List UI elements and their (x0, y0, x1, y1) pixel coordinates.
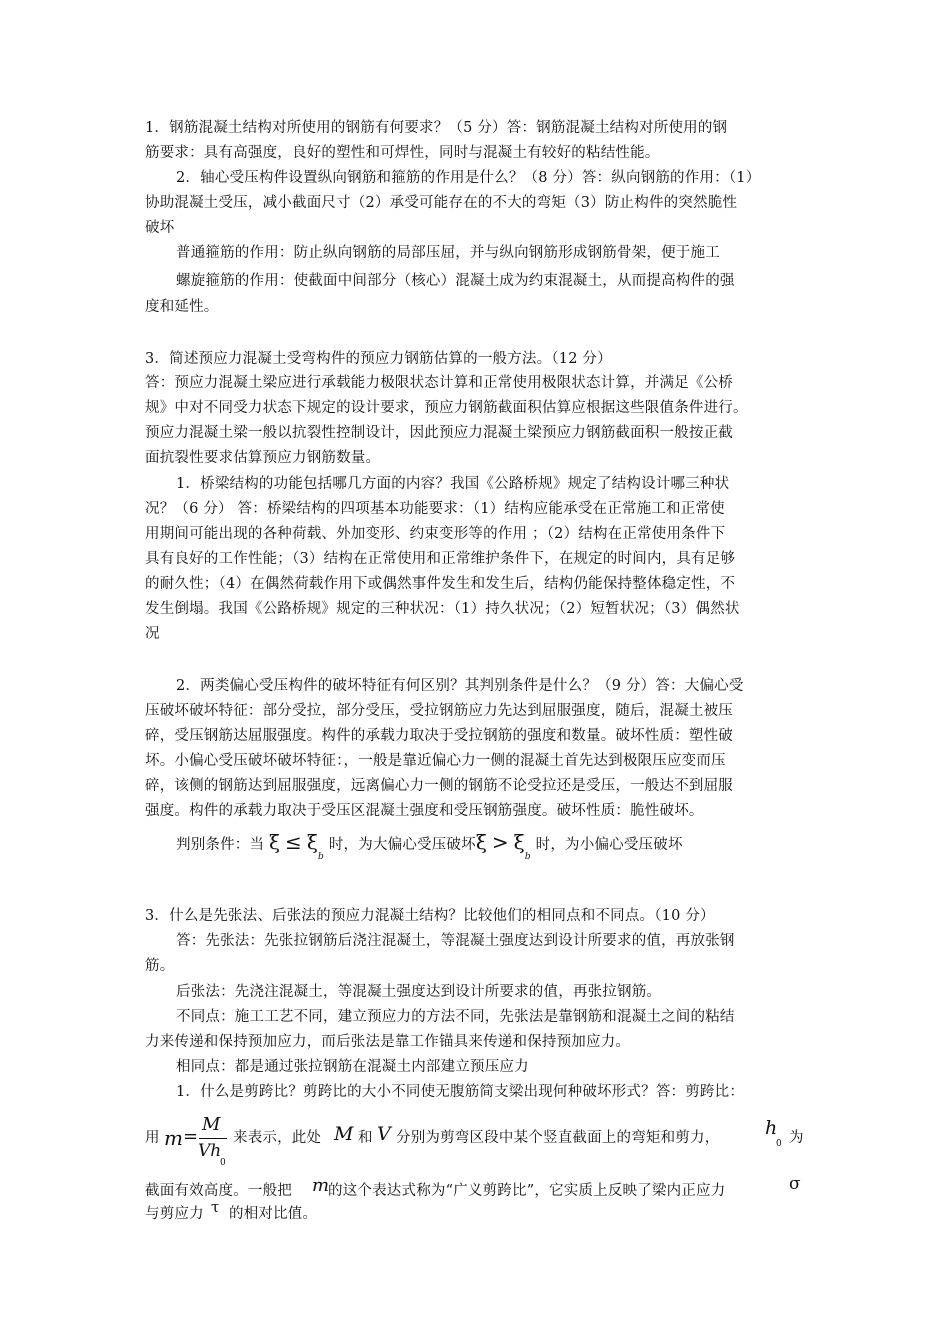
text-fragment: 来表示，此处 (233, 1130, 322, 1146)
text-line: 况？（6 分） 答：桥梁结构的四项基本功能要求：（1）结构应能承受在正常施工和正常使 (145, 501, 725, 517)
xi-symbol: ξ (269, 830, 281, 854)
text-fragment: 的这个表达式称为“广义剪跨比”，它实质上反映了梁内正应力 (328, 1183, 726, 1199)
text-line: 协助混凝土受压，减小截面尺寸（2）承受可能存在的不大的弯矩（3）防止构件的突然脆性 (145, 195, 738, 211)
text-line: 度和延性。 (145, 299, 219, 315)
text-line: 规》中对不同受力状态下规定的设计要求，预应力钢筋截面积估算应根据这些限值条件进行。 (145, 400, 748, 416)
text-line: 1．桥梁结构的功能包括哪几方面的内容？我国《公路桥规》规定了结构设计哪三种状 (176, 476, 730, 492)
text-line: 相同点：都是通过张拉钢筋在混凝土内部建立预压应力 (176, 1059, 529, 1075)
text-line: 普通箍筋的作用：防止纵向钢筋的局部压屈，并与纵向钢筋形成钢筋骨架，便于施工 (176, 245, 720, 261)
text-line: 1．什么是剪跨比？剪跨比的大小不同使无腹筋简支梁出现何种破坏形式？答：剪跨比： (176, 1084, 745, 1100)
numerator-M: M (202, 1114, 221, 1135)
text-line: 答：预应力混凝土梁应进行承载能力极限状态计算和正常使用极限状态计算，并满足《公桥 (145, 375, 733, 391)
text-line: 用期间可能出现的各种荷载、外加变形、约束变形等的作用 ；（2）结构在正常使用条件下 (145, 526, 726, 542)
text-fragment: 分别为剪弯区段中某个竖直截面上的弯矩和剪力， (396, 1130, 720, 1146)
text-line: 筋。 (145, 958, 175, 974)
text-line: 坏。小偏心受压破坏破坏特征：，一般是靠近偏心力一侧的混凝土首先达到极限压应变而压 (145, 753, 726, 769)
text-fragment: 与剪应力 (145, 1206, 204, 1222)
text-line: 答：先张法：先张拉钢筋后浇注混凝土，等混凝土强度达到设计所要求的值，再放张钢 (176, 933, 735, 949)
sigma-symbol: σ (789, 1174, 801, 1194)
question-heading: 3．什么是先张法、后张法的预应力混凝土结构？比较他们的相同点和不同点。（10 分） (145, 908, 715, 924)
text-line: 强度。构件的承载力取决于受压区混凝土强度和受压钢筋强度。破坏性质：脆性破坏。 (145, 803, 704, 819)
subscript-b: b (318, 852, 325, 862)
text-line: 碎，受压钢筋达屈服强度。构件的承载力取决于受拉钢筋的强度和数量。破坏性质：塑性破 (145, 728, 733, 744)
text-line: 破坏 (145, 220, 175, 236)
text-line: 的耐久性；（4）在偶然荷载作用下或偶然事件发生和发生后，结构仍能保持整体稳定性，不 (145, 576, 736, 592)
criterion-label: 判别条件：当 (176, 837, 265, 853)
text-line: 2．两类偏心受压构件的破坏特征有何区别？其判别条件是什么？（9 分）答：大偏心受 (176, 678, 744, 694)
xi-b-symbol: ξ (306, 830, 319, 854)
text-line: 1．钢筋混凝土结构对所使用的钢筋有何要求？（5 分）答：钢筋混凝土结构对所使用的钢 (145, 120, 728, 136)
subscript-0: 0 (220, 1158, 226, 1168)
tau-symbol: τ (211, 1198, 220, 1216)
m-symbol: m (164, 1126, 183, 1150)
denominator-Vh: Vh (198, 1141, 222, 1161)
text-fragment: 为 (789, 1130, 804, 1146)
text-line: 筋要求：具有高强度，良好的塑性和可焊性，同时与混凝土有较好的粘结性能。 (145, 145, 660, 161)
text-fragment: 截面有效高度。一般把 (145, 1183, 292, 1199)
shear-span-formula (164, 1114, 224, 1170)
subscript-b: b (524, 852, 531, 862)
criterion-text: 时，为小偏心受压破坏 (535, 837, 683, 853)
text-line: 螺旋箍筋的作用：使截面中间部分（核心）混凝土成为约束混凝土，从而提高构件的强 (176, 273, 735, 289)
m-symbol: m (312, 1175, 330, 1196)
text-fragment: 的相对比值。 (229, 1206, 318, 1222)
text-line: 2．轴心受压构件设置纵向钢筋和箍筋的作用是什么？（8 分）答：纵向钢筋的作用：（1） (176, 170, 761, 186)
V-symbol: V (377, 1123, 391, 1145)
text-line: 发生倒塌。我国《公路桥规》规定的三种状况：（1）持久状况；（2）短暂状况；（3）偶然状 (145, 601, 740, 617)
h-symbol: h (765, 1117, 778, 1139)
text-fragment: 用 (145, 1130, 160, 1146)
text-line: 况 (145, 626, 160, 642)
xi-b-symbol: ξ (513, 830, 525, 854)
xi-symbol: ξ (475, 830, 488, 854)
text-line: 力来传递和保持预加应力，而后张法是靠工作锚具来传递和保持预加应力。 (145, 1034, 631, 1050)
text-line: 压破坏破坏特征：部分受拉，部分受压，受拉钢筋应力先达到屈服强度，随后，混凝土被压 (145, 703, 733, 719)
text-line: 预应力混凝土梁一般以抗裂性控制设计，因此预应力混凝土梁预应力钢筋截面积一般按正截 (145, 425, 733, 441)
M-symbol: M (334, 1123, 354, 1145)
text-fragment: 和 (358, 1130, 373, 1146)
text-line: 面抗裂性要求估算预应力钢筋数量。 (145, 450, 381, 466)
text-line: 不同点：施工工艺不同，建立预应力的方法不同，先张法是靠钢筋和混凝土之间的粘结 (176, 1009, 735, 1025)
question-heading: 3．简述预应力混凝土受弯构件的预应力钢筋估算的一般方法。（12 分） (145, 351, 612, 367)
text-line: 后张法：先浇注混凝土，等混凝土强度达到设计所要求的值，再张拉钢筋。 (176, 984, 662, 1000)
le-symbol: ≤ (285, 830, 303, 854)
text-line: 碎，该侧的钢筋达到屈服强度，远离偏心力一侧的钢筋不论受拉还是受压，一般达不到屈服 (145, 778, 733, 794)
equals-symbol: = (183, 1126, 199, 1147)
criterion-line (176, 830, 683, 862)
criterion-text: 时，为大偏心受压破坏 (328, 837, 476, 853)
gt-symbol: > (491, 830, 509, 854)
text-line: 具有良好的工作性能；（3）结构在正常使用和正常维护条件下，在规定的时间内，具有足够 (145, 551, 736, 567)
subscript-0: 0 (776, 1139, 782, 1149)
fraction-bar (199, 1138, 227, 1139)
